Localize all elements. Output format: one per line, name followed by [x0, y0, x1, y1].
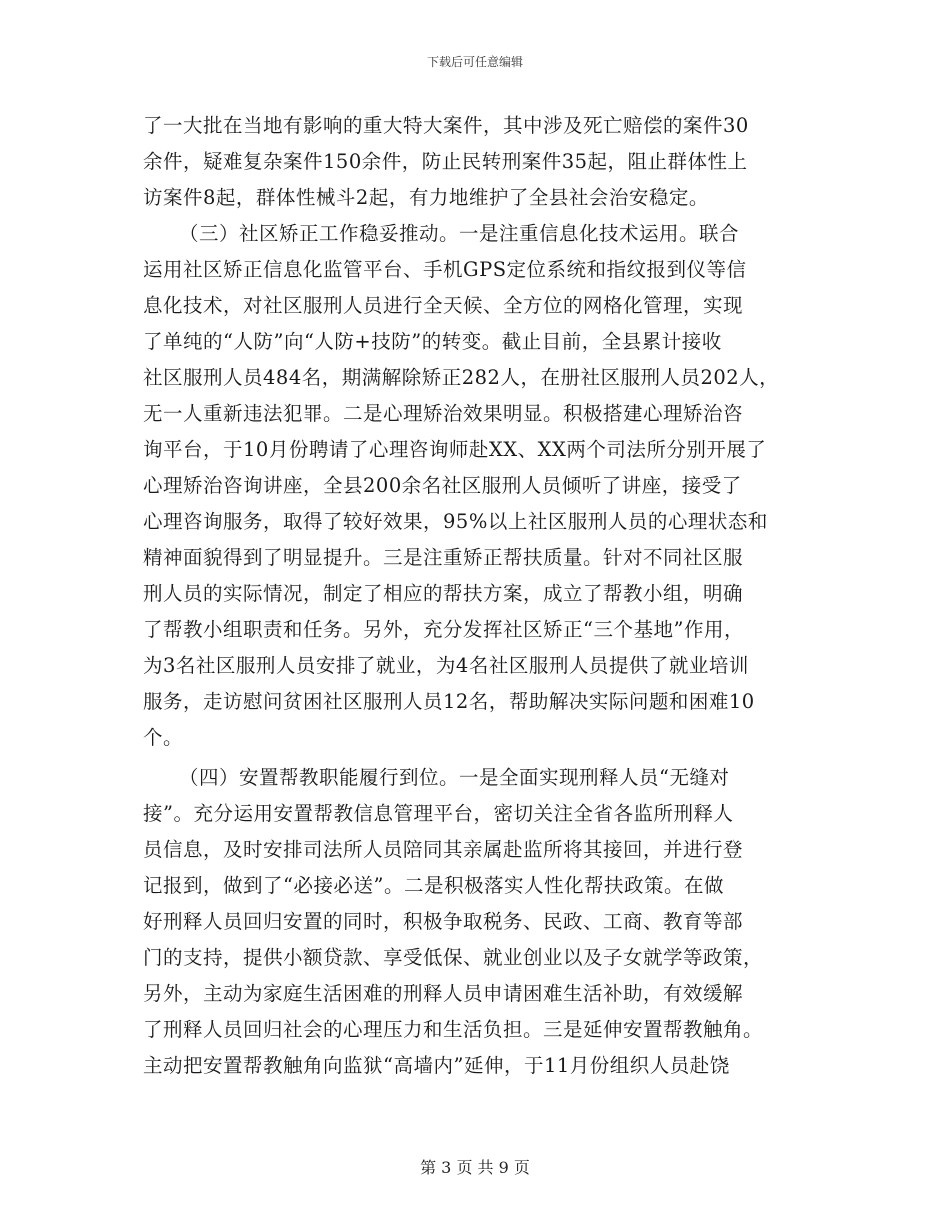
text-line: 了一大批在当地有影响的重大特大案件，其中涉及死亡赔偿的案件30 [143, 114, 749, 137]
paragraph-start-line: （四）安置帮教职能履行到位。一是全面实现刑释人员“无缝对 [179, 766, 730, 789]
text-line: 息化技术，对社区服刑人员进行全天候、全方位的网格化管理，实现 [143, 294, 744, 317]
text-line: 了单纯的“人防”向“人防+技防”的转变。截止目前，全县累计接收 [143, 330, 722, 353]
text-line: 员信息，及时安排司法所人员陪同其亲属赴监所将其接回，并进行登 [143, 838, 744, 861]
text-line: 精神面貌得到了明显提升。三是注重矫正帮扶质量。针对不同社区服 [143, 546, 744, 569]
text-line: 门的支持，提供小额贷款、享受低保、就业创业以及子女就学等政策， [143, 946, 764, 969]
text-line: 另外，主动为家庭生活困难的刑释人员申请困难生活补助，有效缓解 [143, 982, 744, 1005]
text-line: 服务，走访慰问贫困社区服刑人员12名，帮助解决实际问题和困难10 [143, 690, 755, 713]
paragraph-start-line: （三）社区矫正工作稳妥推动。一是注重信息化技术运用。联合 [179, 222, 740, 245]
text-line: 心理矫治咨询讲座，全县200余名社区服刑人员倾听了讲座，接受了 [143, 474, 742, 497]
text-line: 运用社区矫正信息化监管平台、手机GPS定位系统和指纹报到仪等信 [143, 258, 747, 281]
page-number-footer: 第 3 页 共 9 页 [420, 1158, 530, 1177]
text-line: 刑人员的实际情况，制定了相应的帮扶方案，成立了帮教小组，明确 [143, 582, 744, 605]
text-line: 访案件8起，群体性械斗2起，有力地维护了全县社会治安稳定。 [143, 186, 709, 209]
text-line: 无一人重新违法犯罪。二是心理矫治效果明显。积极搭建心理矫治咨 [143, 402, 744, 425]
text-line: 心理咨询服务，取得了较好效果，95%以上社区服刑人员的心理状态和 [143, 510, 768, 533]
document-body [143, 108, 807, 1084]
text-line: 个。 [143, 726, 184, 749]
page-header-note: 下载后可任意编辑 [426, 55, 523, 69]
text-line: 社区服刑人员484名，期满解除矫正282人，在册社区服刑人员202人， [143, 366, 780, 389]
text-line: 好刑释人员回归安置的同时，积极争取税务、民政、工商、教育等部 [143, 910, 744, 933]
text-line: 询平台，于10月份聘请了心理咨询师赴XX、XX两个司法所分别开展了 [143, 438, 767, 461]
text-line: 接”。充分运用安置帮教信息管理平台，密切关注全省各监所刑释人 [143, 802, 734, 825]
text-line: 了帮教小组职责和任务。另外，充分发挥社区矫正“三个基地”作用， [143, 618, 744, 641]
text-line: 为3名社区服刑人员安排了就业，为4名社区服刑人员提供了就业培训 [143, 654, 749, 677]
text-line: 了刑释人员回归社会的心理压力和生活负担。三是延伸安置帮教触角。 [143, 1018, 764, 1041]
text-line: 主动把安置帮教触角向监狱“高墙内”延伸，于11月份组织人员赴饶 [143, 1054, 730, 1077]
text-line: 余件，疑难复杂案件150余件，防止民转刑案件35起，阻止群体性上 [143, 150, 748, 173]
text-line: 记报到，做到了“必接必送”。二是积极落实人性化帮扶政策。在做 [143, 874, 724, 897]
